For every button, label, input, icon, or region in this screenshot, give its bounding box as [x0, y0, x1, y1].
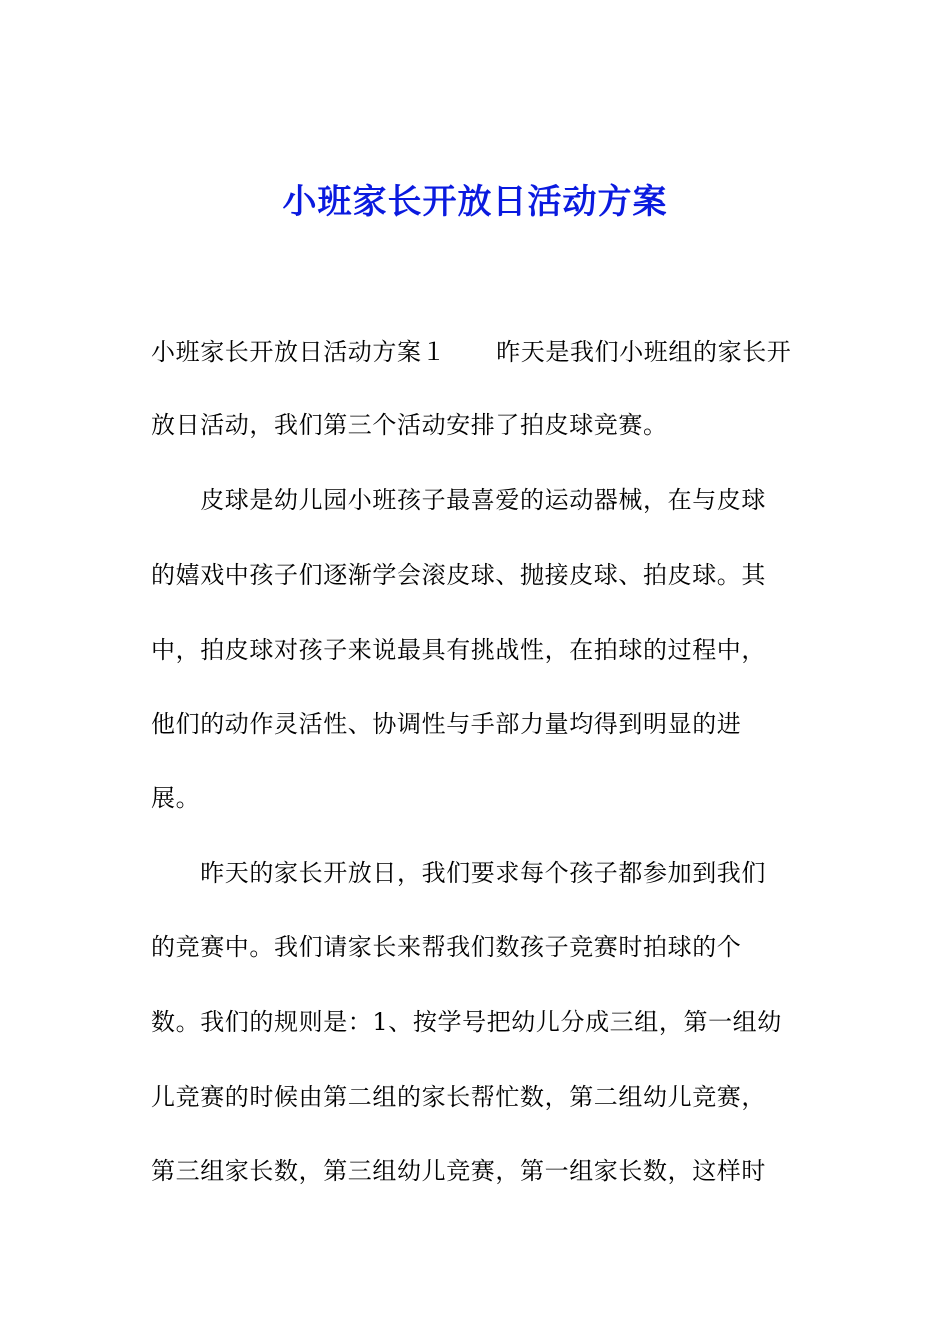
body-line: 昨天的家长开放日，我们要求每个孩子都参加到我们 — [151, 859, 766, 887]
body-line: 第三组家长数，第三组幼儿竞赛，第一组家长数，这样时 — [151, 1157, 766, 1185]
body-line: 他们的动作灵活性、协调性与手部力量均得到明显的进 — [151, 710, 742, 738]
body-line: 放日活动，我们第三个活动安排了拍皮球竞赛。 — [151, 411, 668, 439]
body-text: 昨天是我们小班组的家长开 — [496, 338, 792, 366]
body-line: 数。我们的规则是：1、按学号把幼儿分成三组，第一组幼 — [151, 1008, 782, 1036]
body-line: 的竞赛中。我们请家长来帮我们数孩子竞赛时拍球的个 — [151, 933, 742, 961]
body-line: 中，拍皮球对孩子来说最具有挑战性，在拍球的过程中， — [151, 636, 766, 664]
body-line: 儿竞赛的时候由第二组的家长帮忙数，第二组幼儿竞赛， — [151, 1083, 766, 1111]
body-line — [151, 336, 791, 368]
document-title: 小班家长开放日活动方案 — [282, 182, 668, 222]
body-line: 的嬉戏中孩子们逐渐学会滚皮球、抛接皮球、拍皮球。其 — [151, 561, 766, 589]
section-heading-inline: 小班家长开放日活动方案１ — [151, 338, 447, 366]
body-line: 皮球是幼儿园小班孩子最喜爱的运动器械，在与皮球 — [151, 486, 766, 514]
body-line: 展。 — [151, 784, 201, 812]
